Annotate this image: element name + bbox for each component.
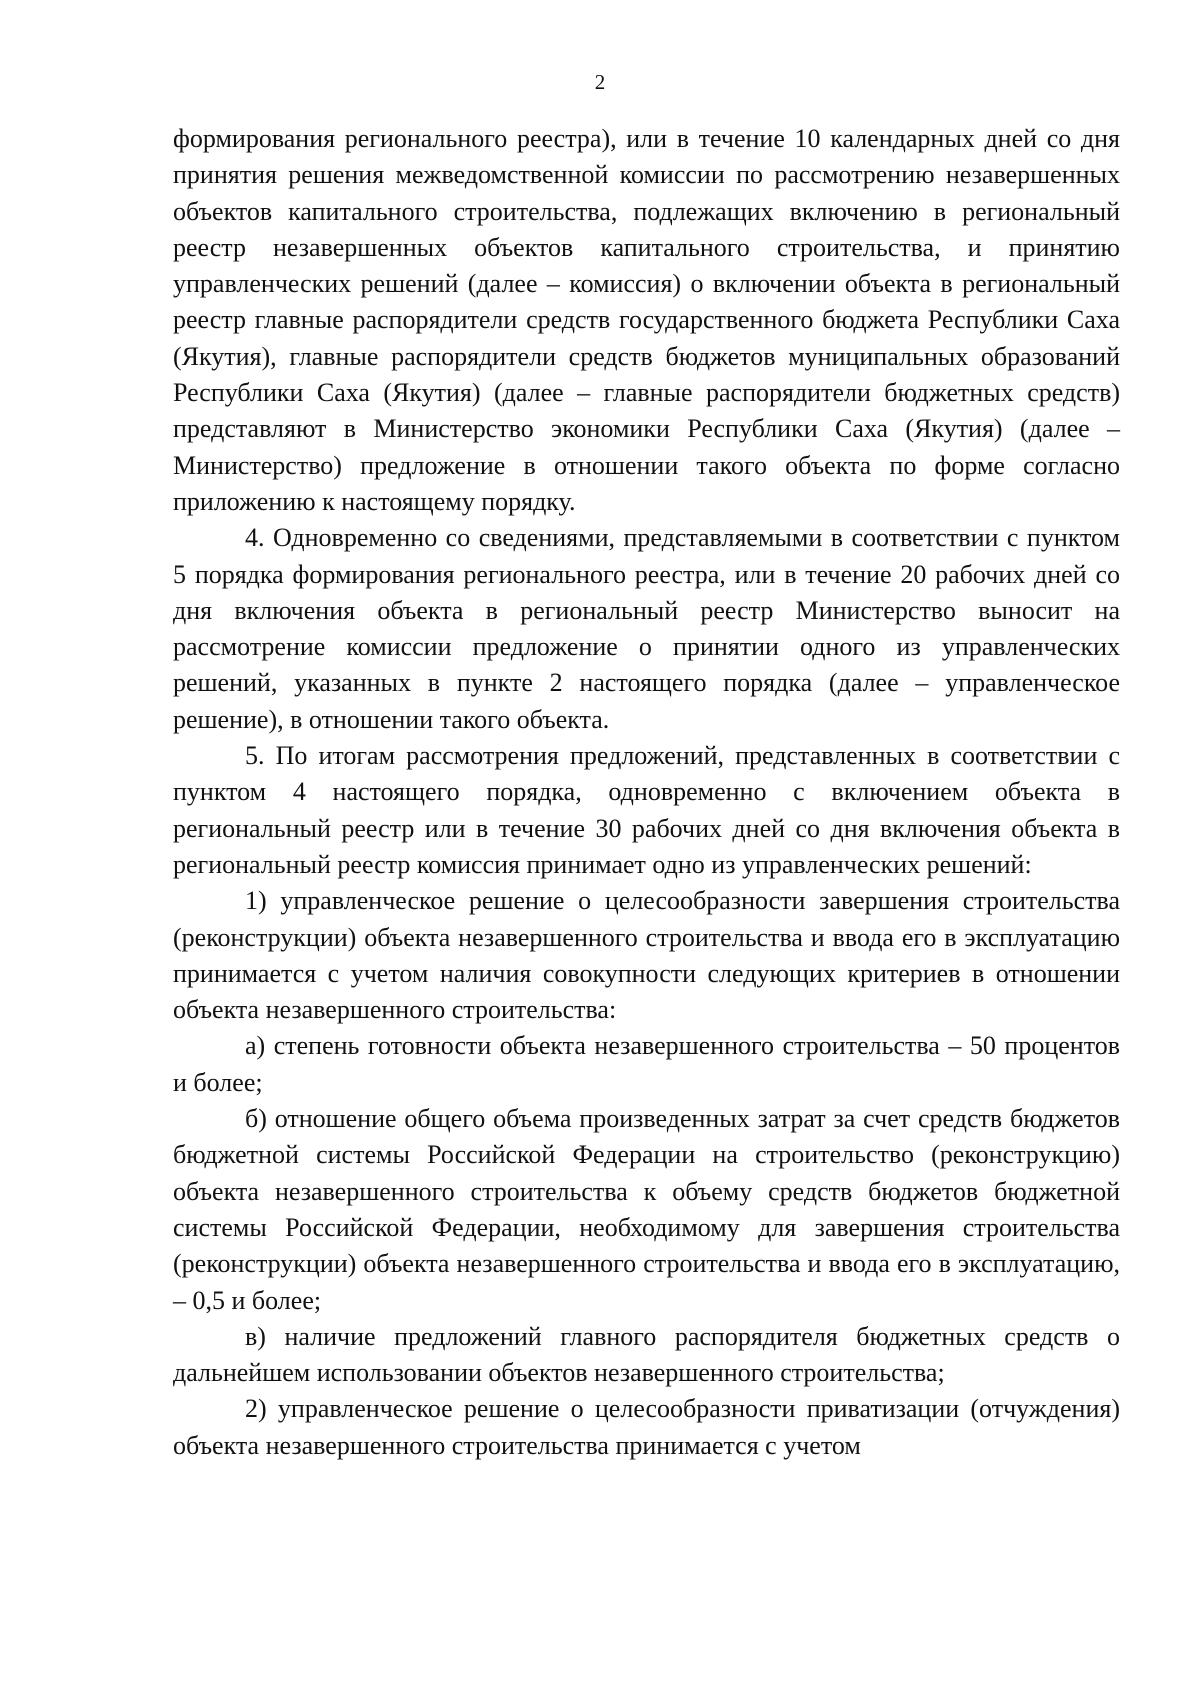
paragraph-subitem-2: 2) управленческое решение о целесообразности приватизации (отчуждения) объекта незавершенного строительства принимается с учетом <box>173 1394 1120 1460</box>
paragraph-item-4: 4. Одновременно со сведениями, представляемыми в соответствии с пунктом 5 порядка формирования регионального реестра, или в течение 20 рабочих дней со дня включения объекта в региональный реестр Министерство выносит на рассмотрение комиссии предложение о принятии одного из управленческих решений, указанных в пункте 2 настоящего порядка (далее – управленческое решение), в отношении такого объекта. <box>173 523 1120 734</box>
paragraph-item-5: 5. По итогам рассмотрения предложений, представленных в соответствии с пунктом 4 настоящего порядка, одновременно с включением объекта в региональный реестр или в течение 30 рабочих дней со дня включения объекта в региональный реестр комиссия принимает одно из управленческих решений: <box>173 741 1120 879</box>
paragraph-subitem-v: в) наличие предложений главного распорядителя бюджетных средств о дальнейшем использовании объектов незавершенного строительства; <box>173 1321 1120 1388</box>
paragraph-subitem-1: 1) управленческое решение о целесообразности завершения строительства (реконструкции) объекта незавершенного строительства и ввода его в эксплуатацию принимается с учетом наличия совокупности следующих критериев в отношении объекта незавершенного строительства: <box>173 886 1120 1025</box>
document-body <box>173 121 1120 1464</box>
page-number: 2 <box>594 70 606 94</box>
paragraph-subitem-a: а) степень готовности объекта незавершенного строительства – 50 процентов и более; <box>173 1031 1120 1097</box>
paragraph-continuation: формирования регионального реестра), или в течение 10 календарных дней со дня принятия решения межведомственной комиссии по рассмотрению незавершенных объектов капитального строительства, подлежащих включению в региональный реестр незавершенных объектов капитального строительства, и принятию управленческих решений (далее – комиссия) о включении объекта в региональный реестр главные распорядители средств государственного бюджета Республики Саха (Якутия), главные распорядители средств бюджетов муниципальных образований Республики Саха (Якутия) (далее – главные распорядители бюджетных средств) представляют в Министерство экономики Республики Саха (Якутия) (далее – Министерство) предложение в отношении такого объекта по форме согласно приложению к настоящему порядку. <box>173 124 1120 516</box>
paragraph-subitem-b: б) отношение общего объема произведенных затрат за счет средств бюджетов бюджетной системы Российской Федерации на строительство (реконструкцию) объекта незавершенного строительства к объему средств бюджетов бюджетной системы Российской Федерации, необходимому для завершения строительства (реконструкции) объекта незавершенного строительства и ввода его в эксплуатацию, – 0,5 и более; <box>173 1104 1120 1315</box>
